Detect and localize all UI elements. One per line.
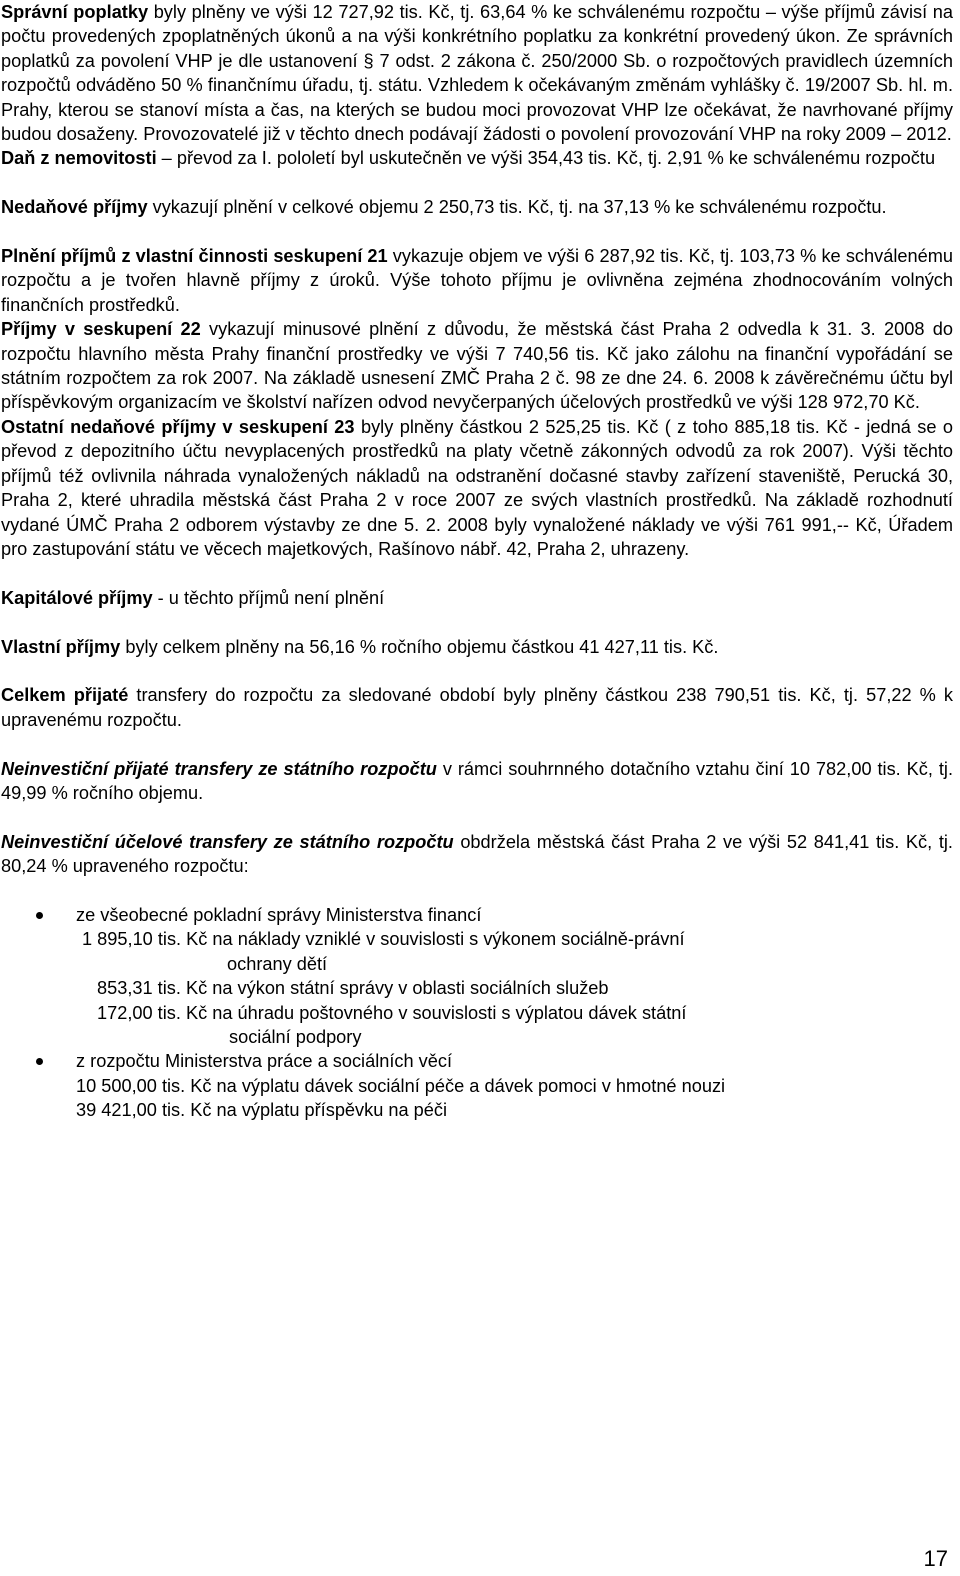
heading-nedanove-prijmy: Nedaňové příjmy — [1, 197, 148, 218]
bullet-icon — [36, 1058, 43, 1065]
list-item-line: sociální podpory — [229, 1026, 362, 1047]
list-item-line: 853,31 tis. Kč na výkon státní správy v oblasti sociálních služeb — [97, 978, 609, 999]
heading-neinvesticni-prijate: Neinvestiční přijaté transfery ze státního rozpočtu — [1, 758, 437, 779]
paragraph-spravni-poplatky — [1, 0, 953, 146]
text-celkem-prijate: transfery do rozpočtu za sledované období byly plněny částkou 238 790,51 tis. Kč, tj. 57,22 % k upravenému rozpočtu. — [1, 685, 953, 730]
text-nedanove-prijmy: vykazují plnění v celkové objemu 2 250,73 tis. Kč, tj. na 37,13 % ke schválenému rozpočtu. — [147, 197, 887, 218]
heading-kapitalove-prijmy: Kapitálové příjmy — [1, 587, 153, 608]
list-item — [1, 903, 953, 1049]
paragraph-neinvesticni-ucelove — [1, 830, 953, 879]
list-item-head: z rozpočtu Ministerstva práce a sociálních věcí — [76, 1051, 453, 1072]
list-item-line: 172,00 tis. Kč na úhradu poštovného v souvislosti s výplatou dávek státní — [97, 1002, 687, 1023]
list-item-line: 1 895,10 tis. Kč na náklady vzniklé v souvislosti s výkonem sociálně-právní — [82, 929, 685, 950]
paragraph-dan-z-nemovitosti — [1, 146, 953, 170]
list-item-line: 10 500,00 tis. Kč na výplatu dávek sociální péče a dávek pomoci v hmotné nouzi — [76, 1075, 726, 1096]
heading-seskupeni-22: Příjmy v seskupení 22 — [1, 319, 201, 340]
text-seskupeni-23: byly plněny částkou 2 525,25 tis. Kč ( z toho 885,18 tis. Kč - jedná se o převod z depozitního účtu nevyplacených prostředků na platy včetně zákonných odvodů za rok 2007). Výši těchto příjmů též ovlivnila náhrada vynaložených nákladů na odstranění dočasné stavby zařízení staveniště, Perucká 30, Praha 2, které uhradila městská část Praha 2 v roce 2007 ze svých vlastních prostředků. Na základě rozhodnutí vydané ÚMČ Praha 2 odborem výstavby ze dne 5. 2. 2008 byly vynaložené náklady ve výši 761 991,-- Kč, Úřadem pro zastupování státu ve věcech majetkových, Rašínovo nábř. 42, Praha 2, uhrazeny. — [1, 416, 953, 559]
text-spravni-poplatky: byly plněny ve výši 12 727,92 tis. Kč, tj. 63,64 % ke schválenému rozpočtu – výše příjmů závisí na počtu provedených zpoplatněných úkonů a na výši konkrétního poplatku za konkrétní provedený úkon. Ze správních poplatků za povolení VHP je dle ustanovení § 7 odst. 2 zákona č. 250/2000 Sb. o rozpočtových pravidlech územních rozpočtů odváděno 50 % finančnímu úřadu, tj. státu. Vzhledem k očekávaným změnám vyhlášky č. 19/2007 Sb. hl. m. Prahy, kterou se stanoví místa a čas, na kterých se budou moci provozovat VHP lze očekávat, že navrhované příjmy budou dosaženy. Provozovatelé již v těchto dnech podávají žádosti o povolení provozování VHP na roky 2009 – 2012. — [1, 2, 953, 145]
heading-neinvesticni-ucelove: Neinvestiční účelové transfery ze státního rozpočtu — [1, 831, 454, 852]
page-number: 17 — [923, 1546, 948, 1571]
paragraph-vlastni-prijmy — [1, 635, 953, 659]
text-dan-z-nemovitosti: – převod za I. pololetí byl uskutečněn ve výši 354,43 tis. Kč, tj. 2,91 % ke schválenému rozpočtu — [156, 148, 936, 169]
spacer — [1, 220, 953, 244]
paragraph-nedanove-prijmy — [1, 195, 953, 219]
paragraph-seskupeni-23 — [1, 415, 953, 561]
spacer — [1, 879, 953, 903]
text-neinvesticni-ucelove: obdržela městská část Praha 2 ve výši 52 841,41 tis. Kč, tj. 80,24 % upraveného rozpočtu: — [1, 831, 953, 877]
heading-seskupeni-21: Plnění příjmů z vlastní činnosti seskupení 21 — [1, 246, 388, 267]
spacer — [1, 610, 953, 634]
bullet-icon — [36, 912, 43, 919]
paragraph-kapitalove-prijmy — [1, 586, 953, 610]
spacer — [1, 805, 953, 829]
heading-spravni-poplatky: Správní poplatky — [1, 2, 149, 22]
spacer — [1, 561, 953, 585]
text-seskupeni-22: vykazují minusové plnění z důvodu, že městská část Praha 2 odvedla k 31. 3. 2008 do rozpočtu hlavního města Prahy finanční prostředky ve výši 7 740,56 tis. Kč jako zálohu na finanční vypořádání se státním rozpočtem za rok 2007. Na základě usnesení ZMČ Praha 2 č. 98 ze dne 24. 6. 2008 k závěrečnému účtu byl příspěvkovým organizacím ve školství nařízen odvod nevyčerpaných účelových prostředků ve výši 128 972,70 Kč. — [1, 319, 953, 413]
paragraph-seskupeni-21 — [1, 244, 953, 317]
spacer — [1, 171, 953, 195]
list-item-line: 39 421,00 tis. Kč na výplatu příspěvku na péči — [76, 1100, 448, 1121]
text-neinvesticni-prijate: v rámci souhrnného dotačního vztahu činí 10 782,00 tis. Kč, tj. 49,99 % ročního objemu. — [1, 758, 953, 803]
paragraph-celkem-prijate — [1, 683, 953, 732]
heading-dan-z-nemovitosti: Daň z nemovitosti — [1, 148, 157, 169]
text-vlastni-prijmy: byly celkem plněny na 56,16 % ročního objemu částkou 41 427,11 tis. Kč. — [120, 636, 719, 657]
heading-vlastni-prijmy: Vlastní příjmy — [1, 636, 121, 657]
spacer — [1, 732, 953, 756]
paragraph-seskupeni-22 — [1, 317, 953, 415]
list-item-head: ze všeobecné pokladní správy Ministerstva financí — [76, 904, 482, 925]
paragraph-neinvesticni-prijate — [1, 757, 953, 806]
list-item-line: ochrany dětí — [227, 953, 328, 974]
heading-seskupeni-23: Ostatní nedaňové příjmy v seskupení 23 — [1, 416, 355, 437]
spacer — [1, 659, 953, 683]
text-seskupeni-21: vykazuje objem ve výši 6 287,92 tis. Kč, tj. 103,73 % ke schválenému rozpočtu a je tvořen hlavně příjmy z úroků. Výše tohoto příjmu je ovlivněna zejména zhodnocováním volných finančních prostředků. — [1, 246, 953, 315]
text-kapitalove-prijmy: - u těchto příjmů není plnění — [152, 587, 385, 608]
heading-celkem-prijate: Celkem přijaté — [1, 685, 129, 706]
transfer-list — [1, 903, 953, 1123]
list-item — [1, 1049, 953, 1122]
